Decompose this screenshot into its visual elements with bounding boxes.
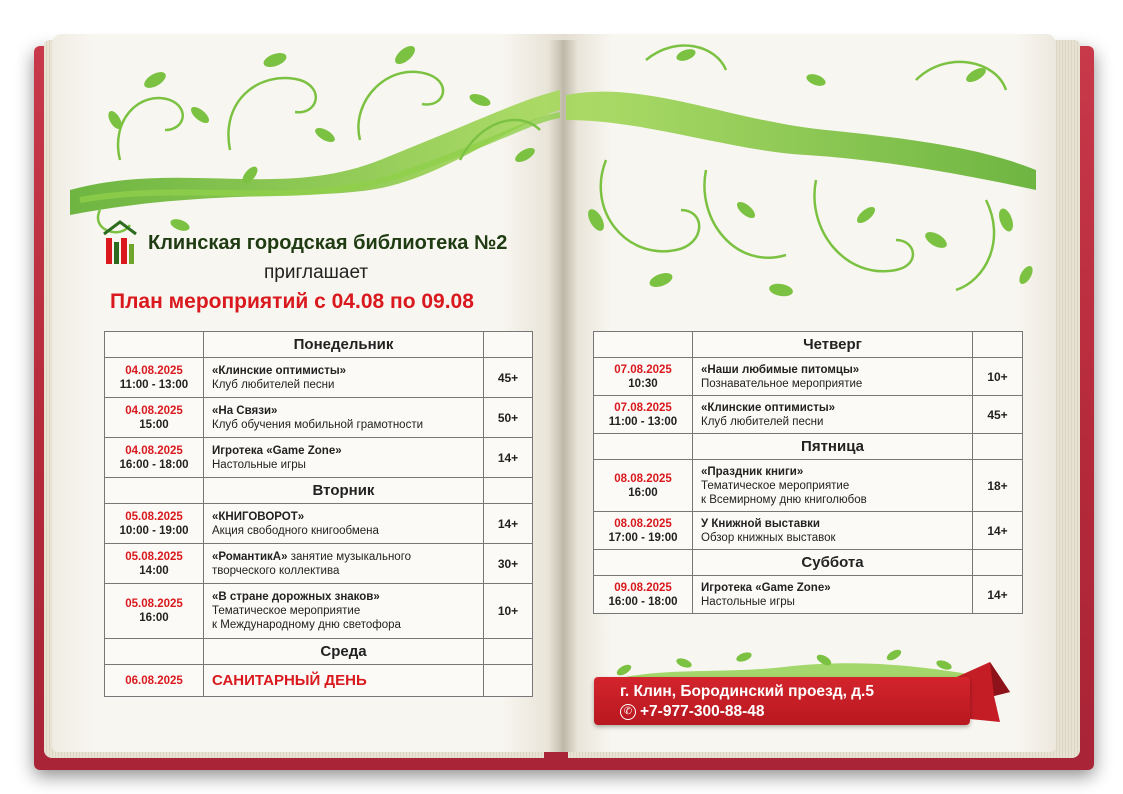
vine-decoration-left xyxy=(60,40,560,240)
day-header: Суббота xyxy=(693,550,973,576)
event-info: САНИТАРНЫЙ ДЕНЬ xyxy=(204,665,484,697)
day-header: Пятница xyxy=(693,434,973,460)
invite-text: приглашает xyxy=(264,262,369,283)
table-row xyxy=(594,396,1023,434)
schedule-table-left xyxy=(104,331,533,697)
event-info: «РомантикА» занятие музыкального творческого коллектива xyxy=(204,544,484,584)
vine-decoration-right xyxy=(566,40,1036,310)
table-row xyxy=(594,512,1023,550)
event-info: «В стране дорожных знаков» Тематическое мероприятие к Международному дню светофора xyxy=(204,584,484,639)
event-datetime: 05.08.2025 10:00 - 19:00 xyxy=(105,504,204,544)
day-header: Четверг xyxy=(693,332,973,358)
event-datetime: 04.08.2025 11:00 - 13:00 xyxy=(105,358,204,398)
event-datetime: 05.08.2025 16:00 xyxy=(105,584,204,639)
age-rating: 45+ xyxy=(973,396,1023,434)
table-row xyxy=(105,438,533,478)
age-rating: 10+ xyxy=(484,584,533,639)
phone-number[interactable]: +7-977-300-88-48 xyxy=(640,703,765,720)
table-row xyxy=(594,460,1023,512)
event-datetime: 04.08.2025 15:00 xyxy=(105,398,204,438)
age-rating: 18+ xyxy=(973,460,1023,512)
event-info: «На Связи» Клуб обучения мобильной грамотности xyxy=(204,398,484,438)
address-text: г. Клин, Бородинский проезд, д.5 xyxy=(620,683,874,700)
age-rating: 30+ xyxy=(484,544,533,584)
table-row xyxy=(594,358,1023,396)
table-row xyxy=(105,584,533,639)
table-row xyxy=(105,504,533,544)
age-rating: 14+ xyxy=(973,576,1023,614)
event-info: «Клинские оптимисты» Клуб любителей песни xyxy=(204,358,484,398)
table-row xyxy=(105,665,533,697)
event-info: «КНИГОВОРОТ» Акция свободного книгообмена xyxy=(204,504,484,544)
age-rating: 45+ xyxy=(484,358,533,398)
event-info: «Наши любимые питомцы» Познавательное мероприятие xyxy=(693,358,973,396)
event-datetime: 06.08.2025 xyxy=(105,665,204,697)
age-rating: 14+ xyxy=(484,504,533,544)
table-row xyxy=(594,576,1023,614)
event-info: У Книжной выставки Обзор книжных выставок xyxy=(693,512,973,550)
age-rating: 14+ xyxy=(973,512,1023,550)
day-header: Вторник xyxy=(204,478,484,504)
event-info: Игротека «Game Zone» Настольные игры xyxy=(204,438,484,478)
event-info: «Праздник книги» Тематическое мероприятие к Всемирному дню книголюбов xyxy=(693,460,973,512)
event-datetime: 04.08.2025 16:00 - 18:00 xyxy=(105,438,204,478)
plan-title: План мероприятий с 04.08 по 09.08 xyxy=(110,290,474,313)
table-row xyxy=(105,358,533,398)
table-row xyxy=(105,398,533,438)
day-header: Среда xyxy=(204,639,484,665)
age-rating: 14+ xyxy=(484,438,533,478)
library-logo-icon xyxy=(102,220,138,266)
age-rating: 10+ xyxy=(973,358,1023,396)
table-row xyxy=(105,544,533,584)
event-datetime: 07.08.2025 10:30 xyxy=(594,358,693,396)
event-datetime: 05.08.2025 14:00 xyxy=(105,544,204,584)
schedule-table-right xyxy=(593,331,1023,614)
event-datetime: 08.08.2025 16:00 xyxy=(594,460,693,512)
day-header: Понедельник xyxy=(204,332,484,358)
phone-icon: ✆ xyxy=(620,704,636,720)
event-datetime: 09.08.2025 16:00 - 18:00 xyxy=(594,576,693,614)
event-datetime: 07.08.2025 11:00 - 13:00 xyxy=(594,396,693,434)
age-rating: 50+ xyxy=(484,398,533,438)
event-info: Игротека «Game Zone» Настольные игры xyxy=(693,576,973,614)
event-datetime: 08.08.2025 17:00 - 19:00 xyxy=(594,512,693,550)
event-info: «Клинские оптимисты» Клуб любителей песни xyxy=(693,396,973,434)
library-name: Клинская городская библиотека №2 xyxy=(148,232,508,254)
